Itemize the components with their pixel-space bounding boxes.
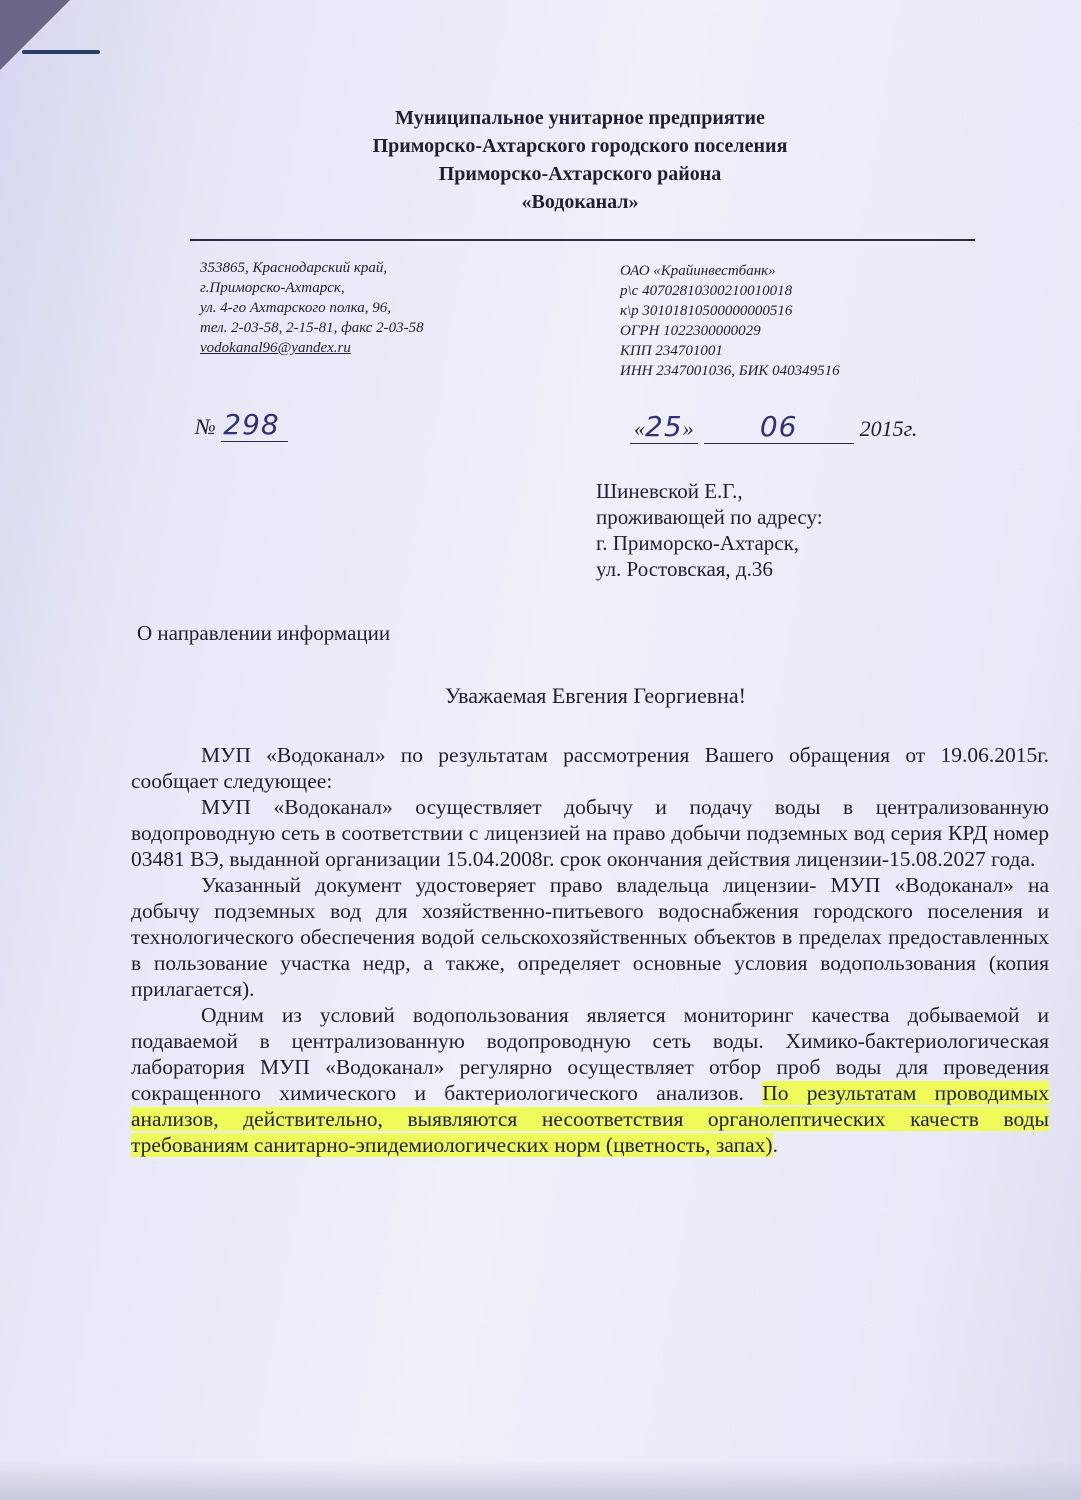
inn-bik: ИНН 2347001036, БИК 040349516 — [620, 363, 840, 379]
addressee-city: г. Приморско-Ахтарск, — [596, 531, 800, 555]
address-line3: ул. 4-го Ахтарского полка, 96, — [200, 300, 391, 316]
addressee-block — [596, 478, 823, 582]
address-line2: г.Приморско-Ахтарск, — [200, 280, 345, 296]
letter-date — [630, 410, 917, 444]
address-line1: 353865, Краснодарский край, — [200, 260, 388, 276]
body-paragraph-4 — [131, 1002, 1049, 1158]
body-paragraph-1: МУП «Водоканал» по результатам рассмотрения Вашего обращения от 19.06.2015г. сообщает следующее: — [131, 743, 1049, 793]
handwritten-number: 298 — [223, 408, 280, 441]
kpp: КПП 234701001 — [620, 343, 723, 359]
paragraph-4-end: . — [772, 1133, 778, 1157]
email-link[interactable]: vodokanal96@yandex.ru — [200, 340, 351, 356]
correspondent-account: к\р 30101810500000000516 — [620, 303, 793, 319]
salutation: Уважаемая Евгения Георгиевна! — [445, 683, 746, 708]
letterhead-divider — [190, 239, 975, 241]
date-close-quote: » — [682, 416, 694, 441]
bank-name: ОАО «Крайинвестбанк» — [620, 263, 776, 279]
date-open-quote: « — [634, 416, 645, 441]
letterhead-line4: «Водоканал» — [521, 191, 639, 213]
body-paragraph-2: МУП «Водоканал» осуществляет добычу и подачу воды в централизованную водопроводную сеть в соответствии с лицензией на право добычи подземных вод серия КРД номер 03481 ВЭ, выданной организации 15.04.2008г. срок окончания действия лицензии-15.08.2027 года. — [131, 795, 1049, 871]
phone-line: тел. 2-03-58, 2-15-81, факс 2-03-58 — [200, 320, 424, 336]
letterhead-line1: Муниципальное унитарное предприятие — [395, 107, 765, 129]
letter-body — [131, 742, 1049, 1158]
letterhead-line2: Приморско-Ахтарского городского поселения — [372, 135, 788, 157]
paragraph-4-text: Одним из условий водопользования является мониторинг качества добываемой и подаваемой в централизованную водопроводную сеть воды. Химико-бактериологическая лаборатория МУП «Водоканал» регулярно осуществляет отбор проб воды для проведения сокращенного химического и бактериологического анализов. — [131, 1003, 1049, 1105]
addressee-name: Шиневской Е.Г., — [596, 479, 743, 503]
body-paragraph-3: Указанный документ удостоверяет право владельца лицензии- МУП «Водоканал» на добычу подземных вод для хозяйственно-питьевого водоснабжения городского поселения и технологического обеспечения водой сельскохозяйственных объектов в пределах предоставленных в пользование участка недр, а также, определяет основные условия водопользования (копия прилагается). — [131, 873, 1049, 1001]
bank-account: р\с 40702810300210010018 — [620, 283, 793, 299]
ogrn: ОГРН 1022300000029 — [620, 323, 761, 339]
contact-block — [200, 258, 424, 358]
corner-mark — [22, 50, 100, 54]
date-year: 2015г. — [859, 416, 918, 441]
letterhead — [190, 104, 970, 216]
letter-subject: О направлении информации — [137, 621, 391, 645]
bank-details — [620, 261, 840, 381]
outgoing-number — [195, 408, 288, 442]
handwritten-day: 25 — [645, 410, 683, 443]
letterhead-line3: Приморско-Ахтарского района — [438, 163, 722, 185]
number-label: № — [195, 414, 216, 439]
folded-corner — [0, 0, 70, 70]
addressee-street: ул. Ростовская, д.36 — [596, 557, 773, 581]
addressee-line2: проживающей по адресу: — [596, 505, 823, 529]
page-shadow — [0, 1460, 1081, 1500]
highlighted-text: По результатам проводимых анализов, действительно, выявляются несоответствия органолептических качеств воды требованиям санитарно-эпидемиологических норм (цветность, запах) — [131, 1081, 1049, 1157]
handwritten-month: 06 — [759, 410, 798, 443]
